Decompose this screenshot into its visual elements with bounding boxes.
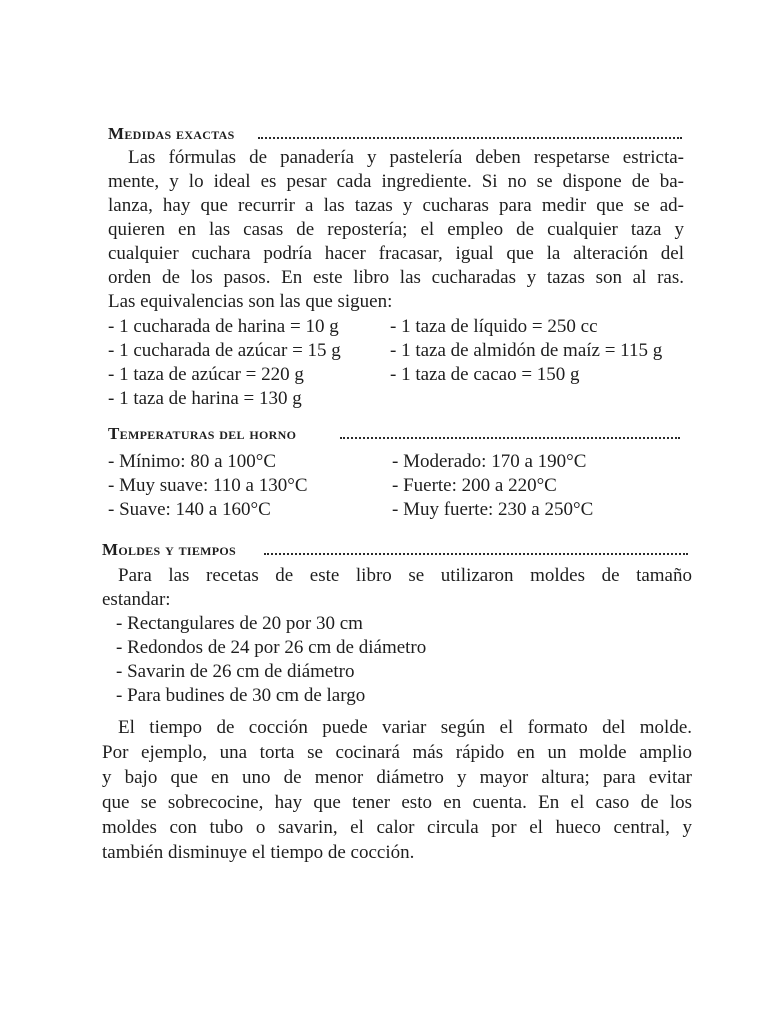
mold-item: - Redondos de 24 por 26 cm de diámetro — [116, 637, 427, 658]
paragraph-line: Las fórmulas de panadería y pastelería deben respetarse estricta- — [128, 147, 684, 168]
temperature-item: - Mínimo: 80 a 100°C — [108, 451, 277, 472]
paragraph-line: estandar: — [102, 589, 171, 610]
paragraph-line: Por ejemplo, una torta se cocinará más rápido en un molde amplio — [102, 742, 692, 763]
equivalence-item: - 1 taza de líquido = 250 cc — [390, 316, 598, 337]
temperature-item: - Suave: 140 a 160°C — [108, 499, 271, 520]
paragraph-line: que se sobrecocine, hay que tener esto en cuenta. En el caso de los — [102, 792, 692, 813]
temperature-item: - Moderado: 170 a 190°C — [392, 451, 587, 472]
paragraph-line: quieren en las casas de repostería; el empleo de cualquier taza y — [108, 219, 684, 240]
equivalence-item: - 1 taza de harina = 130 g — [108, 388, 302, 409]
temperature-item: - Fuerte: 200 a 220°C — [392, 475, 557, 496]
mold-item: - Rectangulares de 20 por 30 cm — [116, 613, 363, 634]
section-heading-temperaturas: Temperaturas del horno — [108, 424, 297, 443]
paragraph-line: y bajo que en uno de menor diámetro y mayor altura; para evitar — [102, 767, 692, 788]
mold-item: - Para budines de 30 cm de largo — [116, 685, 366, 706]
equivalence-item: - 1 taza de almidón de maíz = 115 g — [390, 340, 663, 361]
paragraph-line: también disminuye el tiempo de cocción. — [102, 842, 415, 863]
temperature-item: - Muy fuerte: 230 a 250°C — [392, 499, 594, 520]
paragraph-line: Para las recetas de este libro se utilizaron moldes de tamaño — [118, 565, 692, 586]
paragraph-line: moldes con tubo o savarin, el calor circula por el hueco central, y — [102, 817, 692, 838]
equivalence-item: - 1 cucharada de azúcar = 15 g — [108, 340, 341, 361]
paragraph-line: Las equivalencias son las que siguen: — [108, 291, 393, 312]
paragraph-line: lanza, hay que recurrir a las tazas y cucharas para medir que se ad- — [108, 195, 684, 216]
paragraph-line: orden de los pasos. En este libro las cucharadas y tazas son al ras. — [108, 267, 684, 288]
section-heading-moldes: Moldes y tiempos — [102, 540, 237, 559]
equivalence-item: - 1 taza de azúcar = 220 g — [108, 364, 304, 385]
section-heading-medidas: Medidas exactas — [108, 124, 235, 143]
equivalence-item: - 1 cucharada de harina = 10 g — [108, 316, 339, 337]
mold-item: - Savarin de 26 cm de diámetro — [116, 661, 355, 682]
heading-leader-dots — [264, 553, 688, 555]
paragraph-line: mente, y lo ideal es pesar cada ingrediente. Si no se dispone de ba- — [108, 171, 684, 192]
equivalence-item: - 1 taza de cacao = 150 g — [390, 364, 580, 385]
heading-leader-dots — [258, 137, 682, 139]
heading-leader-dots — [340, 437, 680, 439]
temperature-item: - Muy suave: 110 a 130°C — [108, 475, 308, 496]
paragraph-line: El tiempo de cocción puede variar según el formato del molde. — [118, 717, 692, 738]
paragraph-line: cualquier cuchara podría hacer fracasar, igual que la alteración del — [108, 243, 684, 264]
